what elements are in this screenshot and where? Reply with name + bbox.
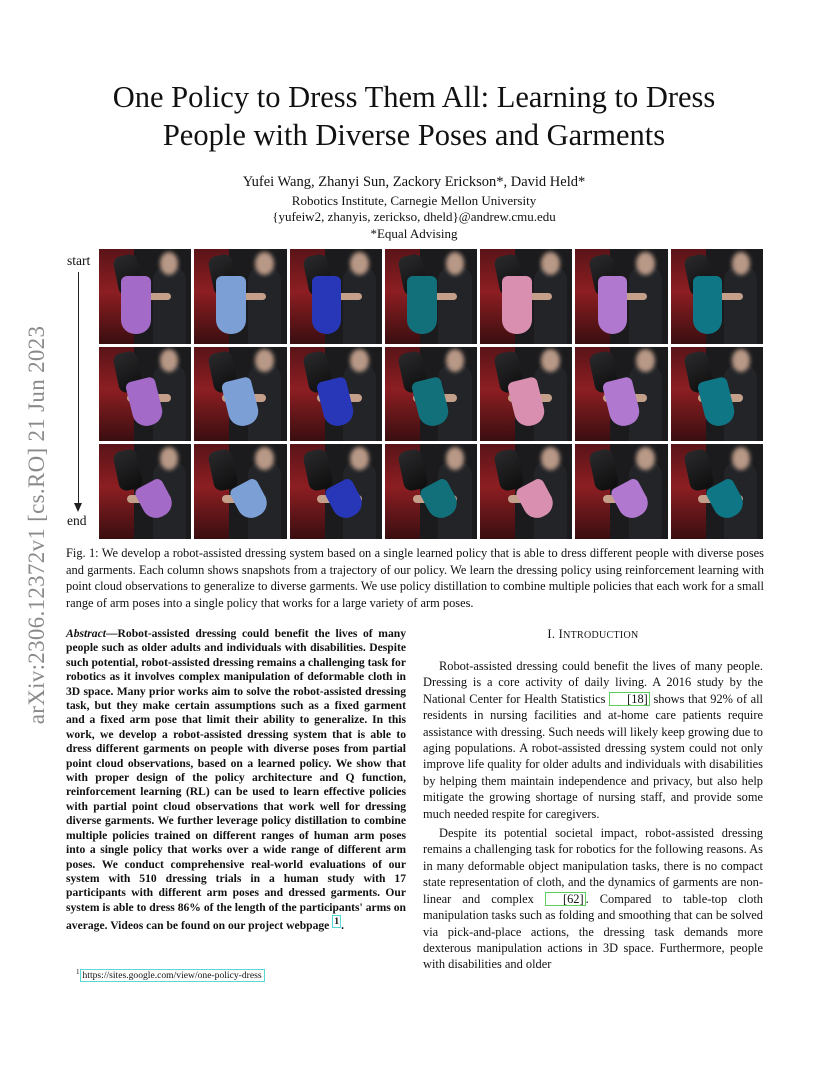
title-line-2: People with Diverse Poses and Garments [162,118,666,152]
snapshot-garment [121,276,151,335]
time-axis-arrowhead [74,503,82,512]
snapshot-person [343,266,376,344]
intro-paragraph-1 [423,658,763,822]
intro-paragraph-2 [423,825,763,973]
snapshot-face [350,447,368,470]
snapshot-garment [216,276,246,335]
snapshot-person [629,266,662,344]
time-axis-line [78,272,79,506]
footnote [76,968,265,981]
abstract-end: . [341,918,344,932]
intro-p1-text-a: Robot-assisted dressing could benefit the lives of many people. Dressing is a core activity of daily living. A 2016 study by the National Center for Health Statistics [423,659,763,706]
dressing-snapshot-col-7-end [671,444,763,539]
section-heading-numeral: I. I [547,627,564,641]
right-column [423,627,763,973]
dressing-snapshot-col-2-end [194,444,286,539]
figure-caption-label: Fig. 1: [66,546,99,560]
equal-advising-note: *Equal Advising [370,226,458,241]
figure-photo-grid [99,249,763,539]
dressing-snapshot-col-5-start [480,249,572,344]
intro-p2-text-b: . Compared to table-top cloth manipulation tasks such as folding and smoothing that can be solved via pick-and-place actions, the dressing task demands more dexterous manipulation actions in 3D space. Furthermore, people with disabilities and older [423,891,763,972]
dressing-snapshot-col-4-middle [385,347,477,442]
citation-link-62[interactable]: [62] [545,892,586,906]
section-heading-rest: NTRODUCTION [563,630,639,641]
abstract-text: —Robot-assisted dressing could benefit the lives of many people such as older adults and individuals with disabilities. Despite such potential, robot-assisted dressing remains a challenging task for robotics as it involves complex manipulation of deformable cloth in 3D space. Many prior works aim to solve the robot-assisted dressing task, but they make certain assumptions such as a fixed garment and a fixed arm pose that limit their ability to generalize. In this work, we develop a robot-assisted dressing system that is able to dress different garments on people with diverse poses from partial point cloud observations, based on a learned policy. We show that with proper design of the policy architecture and Q function, reinforcement learning (RL) can be used to learn effective policies with partial point cloud observations that work well for dressing diverse garments. We further leverage policy distillation to combine multiple policies trained on different ranges of human arm poses into a single policy that works over a wide range of different arm poses. We conduct comprehensive real-world evaluations of our system with 510 dressing trials in a human study with 17 participants with different arm poses and dressed garments. Our system is able to dress 86% of the length of the participants' arms on average. Videos can be found on our project webpage [66,627,406,932]
snapshot-face [636,447,654,470]
snapshot-face [255,447,273,470]
snapshot-garment [312,276,342,335]
figure-caption-text: We develop a robot-assisted dressing system based on a single learned policy that is able to dress different people with diverse poses and garments. Each column shows snapshots from a trajectory of our policy. We learn the dressing policy using reinforcement learning with point cloud observations to generalize to diverse garments. We use policy distillation to combine multiple policies that each work for a small range of arm poses into a single policy that works for a large variety of arm poses. [66,546,764,610]
snapshot-face [350,349,368,372]
snapshot-face [732,349,750,372]
snapshot-person [724,266,757,344]
snapshot-face [160,252,178,275]
intro-p2-text-a: Despite its potential societal impact, robot-assisted dressing remains a challenging task for robotics for the following reasons. As in many deformable object manipulation tasks, there is no compact state representation of cloth, and the dynamics of garments are non-linear and complex [423,826,763,906]
dressing-snapshot-col-7-middle [671,347,763,442]
snapshot-person [153,266,186,344]
abstract [66,627,406,933]
dressing-snapshot-col-5-end [480,444,572,539]
snapshot-garment [598,276,628,335]
snapshot-face [255,349,273,372]
paper-title [60,78,768,154]
dressing-snapshot-col-3-middle [290,347,382,442]
arxiv-stamp [22,290,52,760]
dressing-snapshot-col-5-middle [480,347,572,442]
snapshot-face [255,252,273,275]
footnote-ref-link[interactable]: 1 [334,916,340,928]
figure-caption [66,545,764,611]
author-emails: {yufeiw2, zhanyis, zerickso, dheld}@andrew.cmu.edu [272,209,556,224]
snapshot-person [248,266,281,344]
footnote-mark: 1 [76,968,80,976]
snapshot-garment [693,276,723,335]
dressing-snapshot-col-4-end [385,444,477,539]
citation-link-18[interactable]: [18] [609,692,650,706]
snapshot-garment [502,276,532,335]
dressing-snapshot-col-6-middle [575,347,667,442]
snapshot-garment [407,276,437,335]
snapshot-person [438,266,471,344]
dressing-snapshot-col-4-start [385,249,477,344]
abstract-label: Abstract [66,627,106,640]
author-list: Yufei Wang, Zhanyi Sun, Zackory Erickson*, David Held* [242,174,586,190]
dressing-snapshot-col-2-middle [194,347,286,442]
title-line-1: One Policy to Dress Them All: Learning to Dress [112,80,716,114]
dressing-snapshot-col-6-start [575,249,667,344]
project-webpage-link[interactable]: https://sites.google.com/view/one-policy-dress [80,969,265,982]
snapshot-face [732,252,750,275]
dressing-snapshot-col-3-end [290,444,382,539]
snapshot-face [446,447,464,470]
dressing-snapshot-col-2-start [194,249,286,344]
dressing-snapshot-col-7-start [671,249,763,344]
left-column [66,627,406,933]
snapshot-face [541,252,559,275]
snapshot-face [732,447,750,470]
dressing-snapshot-col-1-start [99,249,191,344]
snapshot-face [541,349,559,372]
dressing-snapshot-col-1-middle [99,347,191,442]
affiliation: Robotics Institute, Carnegie Mellon University [291,193,537,208]
snapshot-face [160,447,178,470]
dressing-snapshot-col-3-start [290,249,382,344]
snapshot-face [636,349,654,372]
snapshot-person [534,266,567,344]
snapshot-face [541,447,559,470]
snapshot-face [446,252,464,275]
intro-p1-text-b: shows that 92% of all residents in nursing facilities and at-home care patients require assistance with dressing. Such needs will likely keep growing due to aging populations. A robot-assisted dressing system could not only improve life quality for older adults and individuals with disabilities by helping them maintain independence and privacy, but also help mitigate the growing shortage of nursing staff, and provide some much needed respite for caregivers. [423,691,763,821]
arxiv-stamp-text: arXiv:2306.12372v1 [cs.RO] 21 Jun 2023 [24,325,49,725]
dressing-snapshot-col-6-end [575,444,667,539]
figure-start-label: start [67,253,91,268]
section-heading-introduction [423,627,763,642]
dressing-snapshot-col-1-end [99,444,191,539]
figure-end-label: end [67,513,87,528]
snapshot-face [350,252,368,275]
snapshot-face [636,252,654,275]
